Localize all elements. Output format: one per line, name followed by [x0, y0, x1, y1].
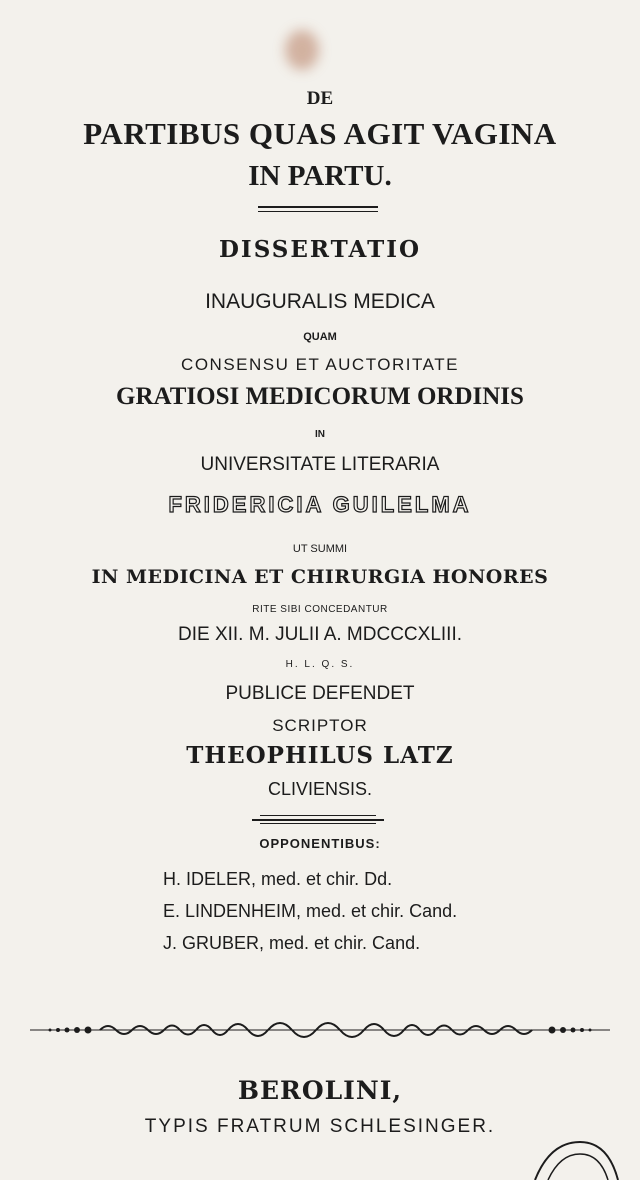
imprint-city: BEROLINI,	[237, 1076, 403, 1105]
title-line-1: PARTIBUS QUAS AGIT VAGINA	[83, 116, 557, 151]
consensu-line: CONSENSU ET AUCTORITATE	[181, 355, 459, 374]
opponent-3: J. GRUBER, med. et chir. Cand.	[163, 933, 421, 953]
divider-bottom	[260, 823, 376, 824]
imprint-printer: TYPIS FRATRUM SCHLESINGER.	[144, 1116, 496, 1137]
in-label: IN	[315, 429, 325, 440]
library-stamp	[530, 1138, 620, 1180]
dissertatio-subtitle: INAUGURALIS MEDICA	[205, 290, 435, 313]
hlqs-line: H. L. Q. S.	[285, 659, 355, 670]
ordinis-line: GRATIOSI MEDICORUM ORDINIS	[116, 383, 524, 410]
title-rule-bottom	[258, 211, 378, 212]
quam-label: QUAM	[303, 331, 337, 343]
ut-summi-label: UT SUMMI	[292, 543, 348, 555]
rite-line: RITE SIBI CONCEDANTUR	[252, 604, 388, 615]
author-name: THEOPHILUS LATZ	[186, 742, 454, 769]
title-de: DE	[306, 88, 334, 109]
title-rule-top	[258, 206, 378, 208]
ink-stain	[285, 30, 319, 70]
ornamental-border	[30, 1015, 610, 1045]
divider-top	[260, 815, 376, 816]
date-line: DIE XII. M. JULII A. MDCCCXLIII.	[178, 624, 462, 645]
university-name: FRIDERICIA GUILELMA	[168, 492, 472, 517]
author-origin: CLIVIENSIS.	[267, 779, 373, 799]
publice-defendet: PUBLICE DEFENDET	[225, 683, 415, 704]
dissertatio-heading: DISSERTATIO	[218, 236, 421, 263]
title-line-2: IN PARTU.	[248, 160, 392, 192]
opponent-2: E. LINDENHEIM, med. et chir. Cand.	[163, 901, 458, 921]
scriptor-label: SCRIPTOR	[272, 716, 368, 735]
divider-mid	[252, 819, 384, 821]
universitate-line: UNIVERSITATE LITERARIA	[200, 454, 440, 475]
honores-line: IN MEDICINA ET CHIRURGIA HONORES	[91, 566, 549, 588]
opponent-1: H. IDELER, med. et chir. Dd.	[163, 869, 393, 889]
opponents-heading: OPPONENTIBUS:	[259, 836, 381, 851]
